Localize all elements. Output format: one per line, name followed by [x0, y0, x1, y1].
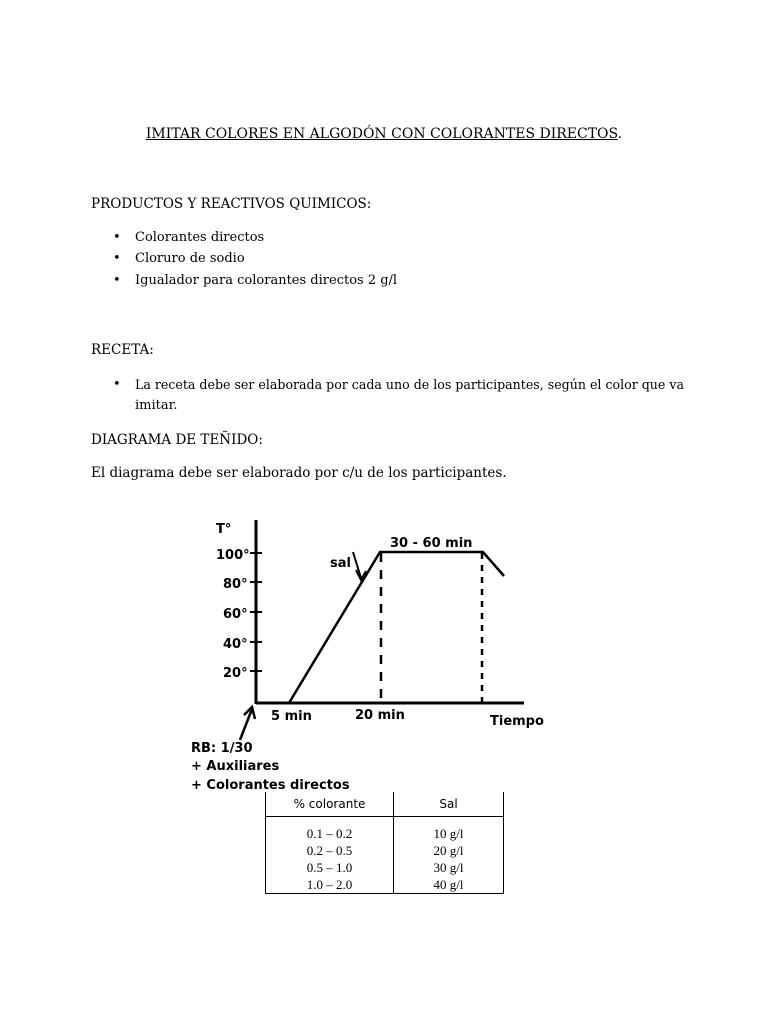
- table-cell: 0.2 – 0.5: [266, 842, 394, 859]
- bullet-icon: •: [113, 377, 121, 392]
- document-title-text: IMITAR COLORES EN ALGODÓN CON COLORANTES DIRECTOS: [145, 126, 618, 142]
- table-header-row: [266, 792, 504, 817]
- diagram-note: El diagrama debe ser elaborado por c/u de los participantes.: [91, 465, 507, 481]
- y-tick-labels: [216, 522, 250, 681]
- x-tick-label: 5 min: [271, 709, 312, 724]
- diagram-heading: DIAGRAMA DE TEÑIDO:: [91, 432, 263, 448]
- product-item: Igualador para colorantes directos 2 g/l: [135, 273, 398, 288]
- y-tick-label: 40°: [223, 637, 248, 652]
- table-cell: 30 g/l: [433, 859, 464, 875]
- hold-time-label: 30 - 60 min: [390, 536, 473, 551]
- table-cell: 0.1 – 0.2: [266, 817, 394, 843]
- table-row: [266, 876, 504, 894]
- recipe-heading: RECETA:: [91, 342, 154, 358]
- bath-notes: [191, 741, 350, 793]
- temperature-profile-line: [289, 552, 504, 703]
- y-tick-label: 100°: [216, 548, 250, 563]
- x-axis-label: Tiempo: [490, 714, 544, 729]
- recipe-text-line2: imitar.: [135, 398, 178, 413]
- table-row: [266, 817, 504, 843]
- product-item: Colorantes directos: [135, 230, 265, 245]
- y-tick-label: 20°: [223, 666, 248, 681]
- recipe-text-line1: La receta debe ser elaborada por cada uno de los participantes, según el color que va: [135, 377, 684, 392]
- table-cell: 40 g/l: [433, 876, 464, 892]
- column-header-salt: Sal: [394, 792, 504, 817]
- column-header-dye-percent: % colorante: [266, 792, 394, 817]
- direct-dyes-label: + Colorantes directos: [191, 778, 350, 793]
- bullet-icon: •: [113, 273, 121, 288]
- table-row: [266, 842, 504, 859]
- x-tick-label: 20 min: [355, 708, 405, 723]
- table-cell: 10 g/l: [433, 825, 464, 841]
- table-row: [266, 859, 504, 876]
- product-item: Cloruro de sodio: [135, 251, 245, 266]
- dye-salt-table: [265, 792, 504, 894]
- table-cell: 1.0 – 2.0: [266, 876, 394, 894]
- products-heading: PRODUCTOS Y REACTIVOS QUIMICOS:: [91, 196, 372, 212]
- bullet-icon: •: [113, 230, 121, 245]
- auxiliaries-label: + Auxiliares: [191, 759, 280, 774]
- salt-arrow-icon: [353, 552, 366, 580]
- x-tick-labels: [271, 536, 544, 729]
- bullet-icon: •: [113, 251, 121, 266]
- y-tick-label: 80°: [223, 577, 248, 592]
- table-cell: 0.5 – 1.0: [266, 859, 394, 876]
- bath-ratio-label: RB: 1/30: [191, 741, 253, 756]
- start-arrow-icon: [240, 707, 255, 740]
- table-cell: 20 g/l: [433, 842, 464, 858]
- salt-label: sal: [330, 556, 351, 571]
- document-title-suffix: .: [617, 126, 623, 142]
- y-axis-label: T°: [216, 522, 232, 537]
- y-tick-label: 60°: [223, 607, 248, 622]
